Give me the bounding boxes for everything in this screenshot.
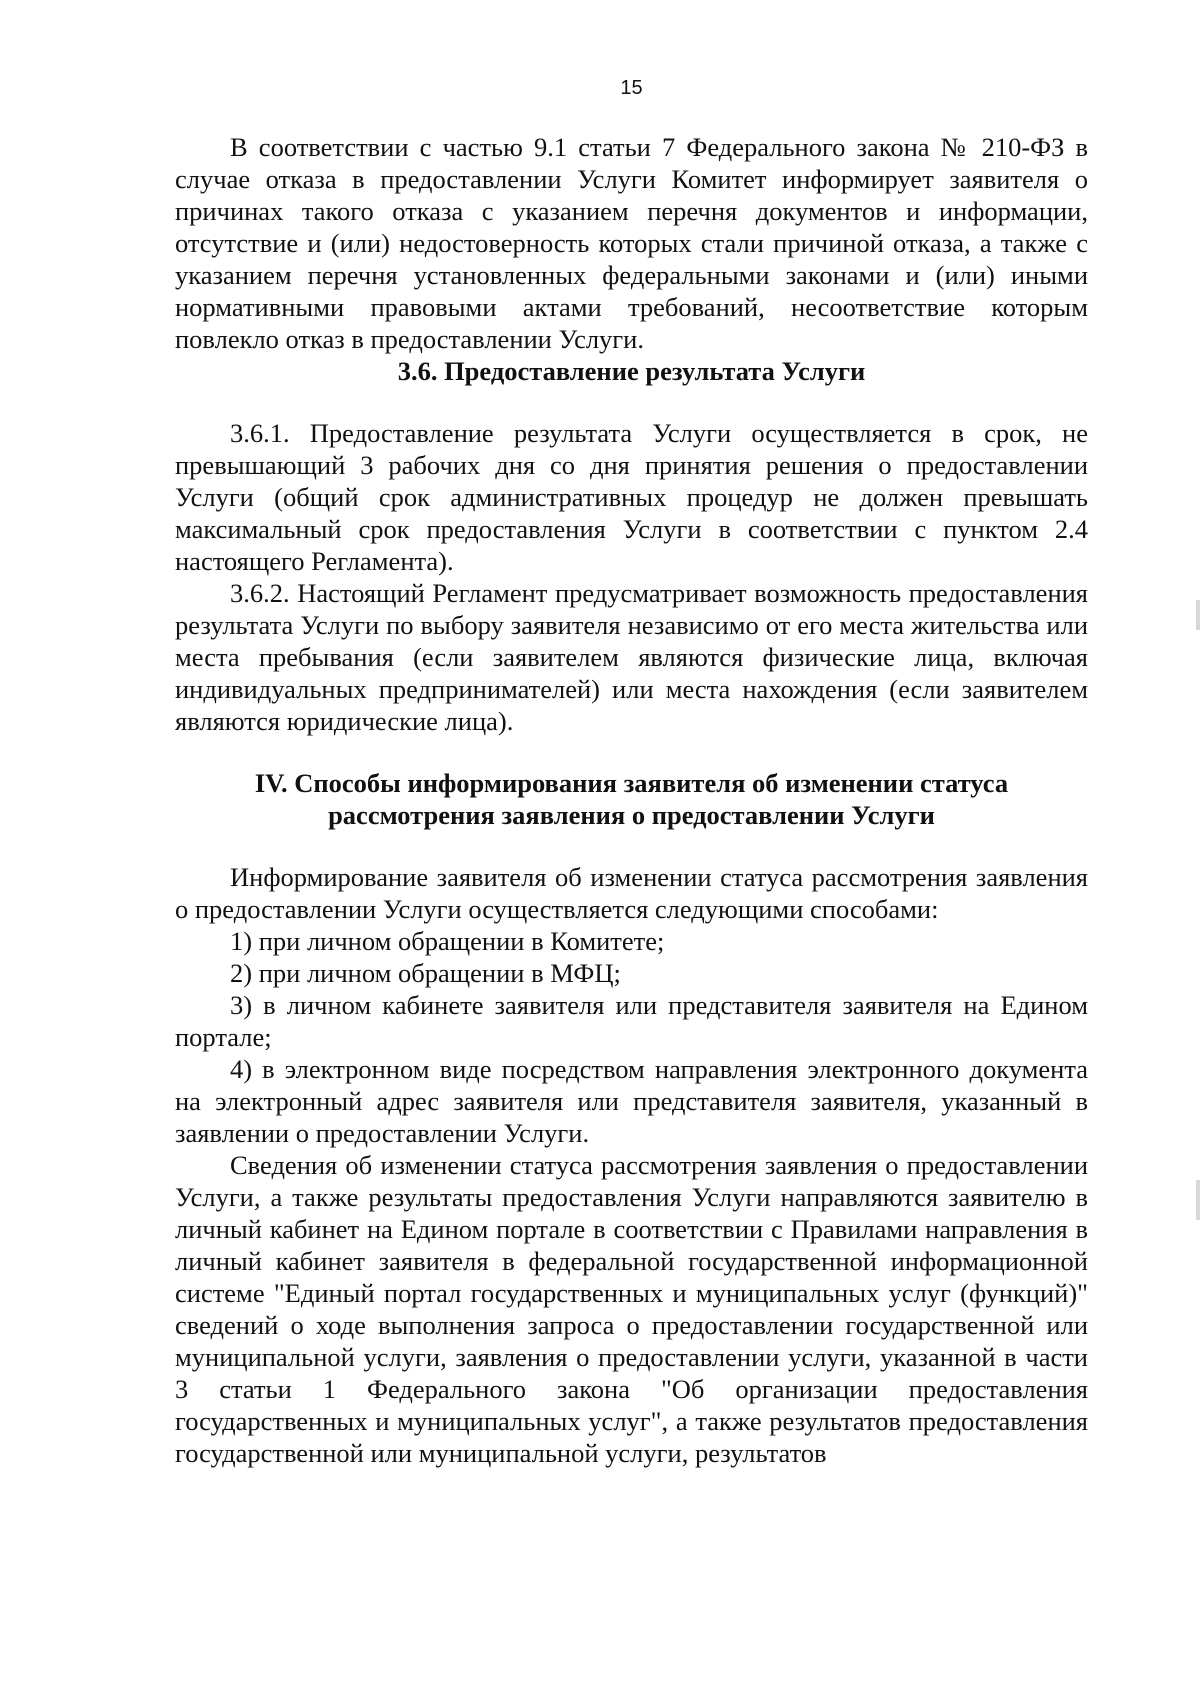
section-heading-iv: IV. Способы информирования заявителя об изменении статуса рассмотрения заявления о предоставлении Услуги — [254, 768, 1009, 830]
list-item-1: 1) при личном обращении в Комитете; — [230, 926, 665, 956]
paragraph-3-6-2: 3.6.2. Настоящий Регламент предусматривает возможность предоставления результата Услуги по выбору заявителя независимо от его места жительства или места пребывания (если заявителем являются физические лица, включая индивидуальных предпринимателей) или места нахождения (если заявителем являются юридические лица). — [175, 578, 1088, 736]
paragraph-3-6-1: 3.6.1. Предоставление результата Услуги осуществляется в срок, не превышающий 3 рабочих дня со дня принятия решения о предоставлении Услуги (общий срок административных процедур не должен превышать максимальный срок предоставления Услуги в соответствии с пунктом 2.4 настоящего Регламента). — [175, 418, 1088, 576]
section-heading-3-6: 3.6. Предоставление результата Услуги — [397, 356, 866, 386]
scan-edge-mark — [1196, 1180, 1200, 1220]
paragraph-status-info: Сведения об изменении статуса рассмотрения заявления о предоставлении Услуги, а также результаты предоставления Услуги направляются заявителю в личный кабинет на Едином портале в соответствии с Правилами направления в личный кабинет заявителя в федеральной государственной информационной системе "Единый портал государственных и муниципальных услуг (функций)" сведений о ходе выполнения запроса о предоставлении государственной или муниципальной услуги, заявления о предоставлении услуги, указанной в части 3 статьи 1 Федерального закона "Об организации предоставления государственных и муниципальных услуг", а также результатов предоставления государственной или муниципальной услуги, результатов — [175, 1150, 1088, 1468]
paragraph-informing-methods: Информирование заявителя об изменении статуса рассмотрения заявления о предоставлении Услуги осуществляется следующими способами: — [175, 862, 1088, 924]
page-number: 15 — [620, 77, 643, 99]
list-item-4: 4) в электронном виде посредством направления электронного документа на электронный адрес заявителя или представителя заявителя, указанный в заявлении о предоставлении Услуги. — [175, 1054, 1088, 1148]
list-item-3: 3) в личном кабинете заявителя или представителя заявителя на Едином портале; — [175, 990, 1088, 1052]
document-body — [175, 131, 1088, 1469]
scan-edge-mark — [1196, 600, 1200, 630]
paragraph-refusal-info: В соответствии с частью 9.1 статьи 7 Федерального закона № 210-ФЗ в случае отказа в предоставлении Услуги Комитет информирует заявителя о причинах такого отказа с указанием перечня документов и информации, отсутствие и (или) недостоверность которых стали причиной отказа, а также с указанием перечня установленных федеральными законами и (или) иными нормативными правовыми актами требований, несоответствие которым повлекло отказ в предоставлении Услуги. — [175, 132, 1088, 354]
list-item-2: 2) при личном обращении в МФЦ; — [230, 958, 621, 988]
